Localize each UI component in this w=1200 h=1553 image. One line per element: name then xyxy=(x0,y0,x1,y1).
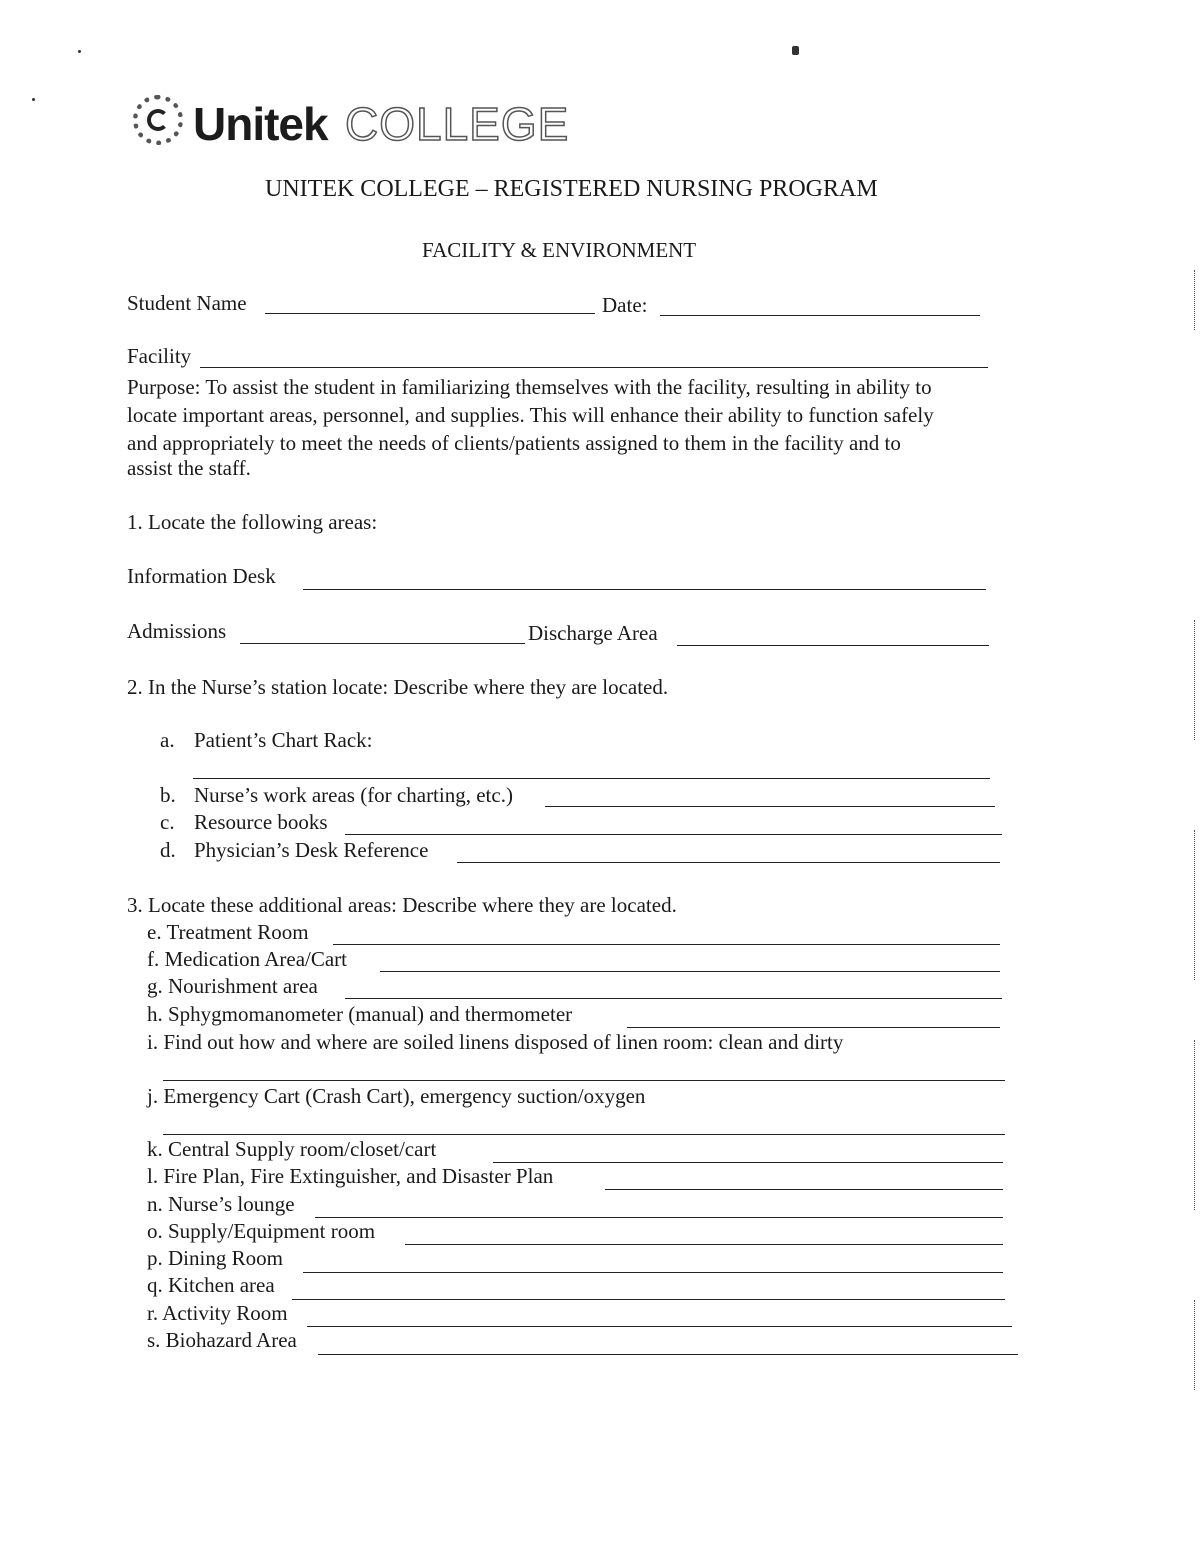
work-areas-label: Nurse’s work areas (for charting, etc.) xyxy=(194,783,513,807)
soiled-linens-label: i. Find out how and where are soiled linens disposed of linen room: clean and dirty xyxy=(147,1030,844,1054)
logo-wordmark: Unitek xyxy=(193,98,328,150)
student-name-field[interactable] xyxy=(265,313,595,314)
purpose-line: Purpose: To assist the student in familiarizing themselves with the facility, resulting in ability to xyxy=(127,375,932,399)
admissions-field[interactable] xyxy=(240,643,525,644)
discharge-area-label: Discharge Area xyxy=(528,621,658,645)
date-label: Date: xyxy=(602,293,648,317)
treatment-room-label: e. Treatment Room xyxy=(147,920,309,944)
central-supply-label: k. Central Supply room/closet/cart xyxy=(147,1137,437,1161)
section2-heading: 2. In the Nurse’s station locate: Describe where they are located. xyxy=(127,675,669,699)
treatment-room-field[interactable] xyxy=(333,944,1000,945)
sphygmomanometer-field[interactable] xyxy=(627,1027,1000,1028)
soiled-linens-field[interactable] xyxy=(163,1080,1005,1081)
dining-room-field[interactable] xyxy=(303,1272,1003,1273)
date-field[interactable] xyxy=(660,315,980,316)
item-letter: d. xyxy=(160,838,176,862)
scan-speck xyxy=(792,46,799,55)
facility-field[interactable] xyxy=(200,367,988,368)
section3-heading: 3. Locate these additional areas: Describe where they are located. xyxy=(127,893,677,917)
scan-speck xyxy=(78,50,81,53)
discharge-area-field[interactable] xyxy=(677,645,989,646)
dining-room-label: p. Dining Room xyxy=(147,1246,283,1270)
section1-heading: 1. Locate the following areas: xyxy=(127,510,378,534)
kitchen-area-label: q. Kitchen area xyxy=(147,1273,275,1297)
item-letter: a. xyxy=(160,728,175,752)
medication-area-field[interactable] xyxy=(380,971,1000,972)
information-desk-label: Information Desk xyxy=(127,564,276,588)
fire-plan-field[interactable] xyxy=(605,1189,1003,1190)
logo-wordmark-college: COLLEGE xyxy=(345,98,570,150)
chart-rack-field[interactable] xyxy=(193,778,990,779)
supply-equipment-field[interactable] xyxy=(405,1244,1003,1245)
activity-room-field[interactable] xyxy=(307,1326,1012,1327)
emergency-cart-label: j. Emergency Cart (Crash Cart), emergency suction/oxygen xyxy=(147,1084,646,1108)
emergency-cart-field[interactable] xyxy=(163,1134,1005,1135)
nurses-lounge-field[interactable] xyxy=(315,1217,1003,1218)
resource-books-label: Resource books xyxy=(194,810,328,834)
information-desk-field[interactable] xyxy=(303,589,986,590)
sphygmomanometer-label: h. Sphygmomanometer (manual) and thermometer xyxy=(147,1002,573,1026)
document-subtitle: FACILITY & ENVIRONMENT xyxy=(422,238,697,262)
item-letter: c. xyxy=(160,810,175,834)
central-supply-field[interactable] xyxy=(493,1162,1003,1163)
purpose-line: assist the staff. xyxy=(127,456,251,480)
student-name-label: Student Name xyxy=(127,291,247,315)
chart-rack-label: Patient’s Chart Rack: xyxy=(194,728,373,752)
scan-edge xyxy=(1194,620,1195,740)
nourishment-area-label: g. Nourishment area xyxy=(147,974,318,998)
logo-emblem-icon xyxy=(133,95,183,145)
fire-plan-label: l. Fire Plan, Fire Extinguisher, and Disaster Plan xyxy=(147,1164,554,1188)
biohazard-area-label: s. Biohazard Area xyxy=(147,1328,297,1352)
resource-books-field[interactable] xyxy=(345,834,1002,835)
medication-area-label: f. Medication Area/Cart xyxy=(147,947,348,971)
scan-edge xyxy=(1194,830,1195,980)
nurses-lounge-label: n. Nurse’s lounge xyxy=(147,1192,295,1216)
purpose-line: locate important areas, personnel, and supplies. This will enhance their ability to function safely xyxy=(127,403,934,427)
scan-edge xyxy=(1194,1300,1195,1390)
document-title: UNITEK COLLEGE – REGISTERED NURSING PROGRAM xyxy=(265,176,878,202)
desk-reference-field[interactable] xyxy=(457,862,1000,863)
biohazard-area-field[interactable] xyxy=(318,1354,1018,1355)
supply-equipment-label: o. Supply/Equipment room xyxy=(147,1219,376,1243)
desk-reference-label: Physician’s Desk Reference xyxy=(194,838,429,862)
activity-room-label: r. Activity Room xyxy=(147,1301,288,1325)
work-areas-field[interactable] xyxy=(545,806,995,807)
item-letter: b. xyxy=(160,783,176,807)
scan-edge xyxy=(1194,270,1195,330)
scan-edge xyxy=(1194,1040,1195,1210)
purpose-line: and appropriately to meet the needs of clients/patients assigned to them in the facility and to xyxy=(127,431,901,455)
nourishment-area-field[interactable] xyxy=(345,998,1002,999)
scan-speck xyxy=(32,98,35,101)
facility-label: Facility xyxy=(127,344,192,368)
kitchen-area-field[interactable] xyxy=(292,1299,1005,1300)
admissions-label: Admissions xyxy=(127,619,227,643)
